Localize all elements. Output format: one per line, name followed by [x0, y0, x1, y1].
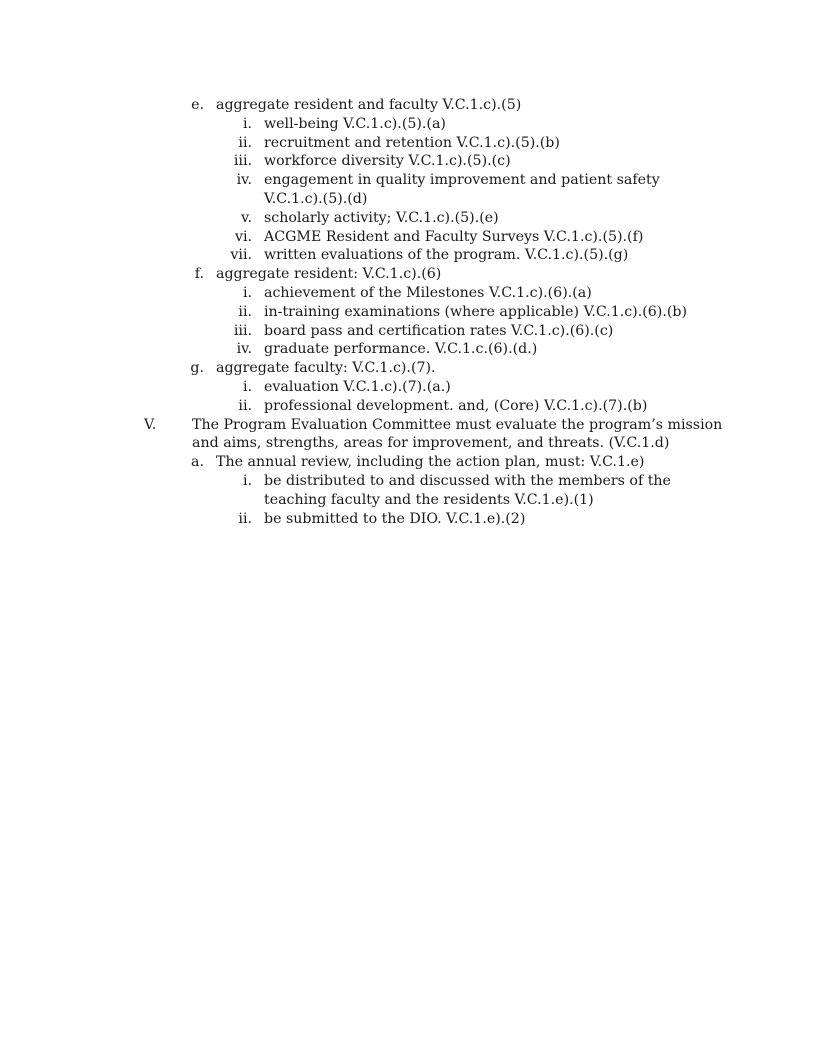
- list-marker: i.: [242, 472, 252, 489]
- outline-item-line: [0, 416, 816, 435]
- outline-item-line: [0, 303, 816, 322]
- list-item-text: written evaluations of the program. V.C.1.c).(5).(g): [264, 247, 629, 264]
- outline-item-line: [0, 378, 816, 397]
- list-item-text: achievement of the Milestones V.C.1.c).(6).(a): [264, 284, 592, 301]
- outline-item-line: [0, 510, 816, 529]
- list-item-text: professional development. and, (Core) V.C.1.c).(7).(b): [264, 397, 648, 414]
- list-item-text: board pass and certification rates V.C.1.c).(6).(c): [264, 322, 614, 339]
- outline-item-line: [0, 152, 816, 171]
- outline-item-line: [0, 453, 816, 472]
- list-item-text: aggregate resident: V.C.1.c).(6): [216, 266, 442, 283]
- list-marker: ii.: [238, 134, 252, 151]
- outline-item-line: [0, 115, 816, 134]
- outline-item-line: [0, 246, 816, 265]
- list-marker: ii.: [238, 397, 252, 414]
- list-item-text: The Program Evaluation Committee must evaluate the program’s mission: [192, 416, 723, 433]
- list-item-text: workforce diversity V.C.1.c).(5).(c): [264, 153, 511, 170]
- list-item-text: aggregate faculty: V.C.1.c).(7).: [216, 360, 436, 377]
- list-item-text: aggregate resident and faculty V.C.1.c).(5): [216, 97, 522, 113]
- outline-item-line: [0, 397, 816, 416]
- list-marker: iv.: [236, 172, 252, 189]
- list-marker: v.: [241, 209, 252, 226]
- document-page: [0, 96, 816, 528]
- outline-item-line: [0, 171, 816, 190]
- list-item-text: scholarly activity; V.C.1.c).(5).(e): [264, 209, 499, 226]
- list-item-text: and aims, strengths, areas for improvement, and threats. (V.C.1.d): [192, 435, 670, 452]
- outline-item-line: [0, 134, 816, 153]
- outline-item-line: [0, 96, 816, 115]
- outline-item-line: [0, 491, 816, 510]
- outline-item-line: [0, 190, 816, 209]
- list-item-text: graduate performance. V.C.1.c.(6).(d.): [264, 341, 538, 358]
- list-item-text: well-being V.C.1.c).(5).(a): [264, 115, 446, 132]
- list-marker: i.: [242, 284, 252, 301]
- list-marker: f.: [194, 266, 204, 283]
- outline-item-line: [0, 472, 816, 491]
- list-item-text: evaluation V.C.1.c).(7).(a.): [264, 378, 451, 395]
- outline-item-line: [0, 209, 816, 228]
- list-marker: e.: [191, 97, 204, 113]
- list-item-text: be submitted to the DIO. V.C.1.e).(2): [264, 510, 526, 527]
- list-marker: a.: [191, 454, 204, 471]
- list-marker: ii.: [238, 303, 252, 320]
- outline-item-line: [0, 340, 816, 359]
- list-item-text: in-training examinations (where applicable) V.C.1.c).(6).(b): [264, 303, 687, 320]
- list-item-text: teaching faculty and the residents V.C.1.e).(1): [264, 491, 594, 508]
- list-marker: iii.: [233, 153, 252, 170]
- outline-item-line: [0, 265, 816, 284]
- list-marker: ii.: [238, 510, 252, 527]
- list-item-text: ACGME Resident and Faculty Surveys V.C.1.c).(5).(f): [264, 228, 644, 245]
- list-marker: vii.: [230, 247, 252, 264]
- list-marker: iv.: [236, 341, 252, 358]
- list-item-text: recruitment and retention V.C.1.c).(5).(b): [264, 134, 560, 151]
- list-marker: i.: [242, 378, 252, 395]
- outline-item-line: [0, 322, 816, 341]
- list-item-text: V.C.1.c).(5).(d): [264, 190, 368, 207]
- list-marker: g.: [190, 360, 204, 377]
- list-marker: i.: [242, 115, 252, 132]
- list-marker: iii.: [233, 322, 252, 339]
- list-marker: V.: [144, 416, 157, 433]
- list-item-text: engagement in quality improvement and patient safety: [264, 172, 660, 189]
- list-item-text: The annual review, including the action plan, must: V.C.1.e): [216, 454, 645, 471]
- outline-item-line: [0, 359, 816, 378]
- list-marker: vi.: [234, 228, 252, 245]
- outline-item-line: [0, 434, 816, 453]
- outline-item-line: [0, 284, 816, 303]
- outline-item-line: [0, 228, 816, 247]
- list-item-text: be distributed to and discussed with the members of the: [264, 472, 671, 489]
